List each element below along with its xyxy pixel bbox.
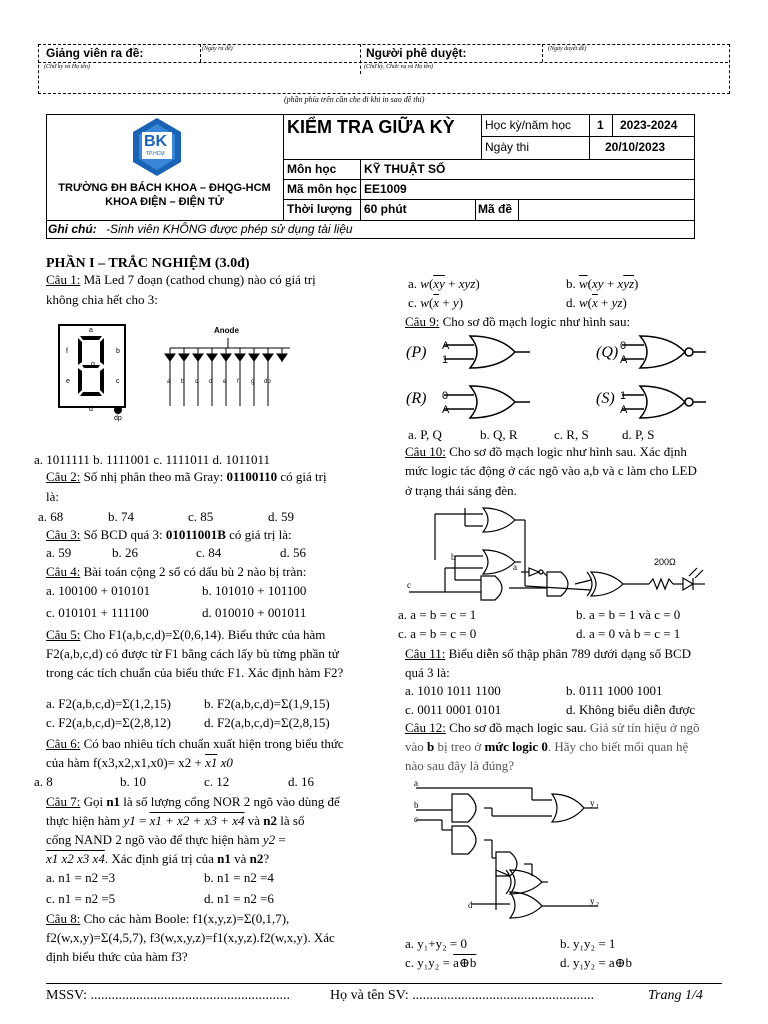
- q5-line1: Câu 5: Cho F1(a,b,c,d)=Σ(0,6,14). Biểu thức của hàm: [46, 627, 326, 642]
- q10-line3: ở trạng thái sáng đèn.: [405, 483, 517, 498]
- date-value: 20/10/2023: [605, 140, 666, 154]
- note-label: Ghi chú:: [48, 222, 97, 236]
- q5-answer-d: d. F2(a,b,c,d)=Σ(2,8,15): [204, 715, 330, 730]
- q2-answer-b: b. 74: [108, 509, 134, 524]
- q7-line1: Câu 7: Gọi n1 là số lượng cổng NOR 2 ngõ vào dùng để: [46, 794, 340, 809]
- led-d: d: [209, 379, 213, 385]
- semester-label: Học kỳ/năm học: [485, 118, 572, 132]
- q10-answer-a: a. a = b = c = 1: [398, 607, 477, 622]
- q7-answer-b: b. n1 = n2 =4: [204, 870, 274, 885]
- q8-line2: f2(w,x,y)=Σ(4,5,7), f3(w,x,y,z)=f1(x,y,z).f2(w,x,y). Xác: [46, 930, 335, 945]
- svg-text:2: 2: [596, 902, 599, 908]
- q5-answer-c: c. F2(a,b,c,d)=Σ(2,8,12): [46, 715, 172, 730]
- q7-answer-c: c. n1 = n2 =5: [46, 891, 116, 906]
- led-dp: dp: [264, 379, 271, 385]
- q10-line1: Câu 10: Cho sơ đồ mạch logic như hình sau. Xác định: [405, 444, 687, 459]
- lecturer-sign: (Chữ ký và Họ tên): [44, 64, 90, 70]
- q10-answer-d: d. a = 0 và b = c = 1: [576, 626, 681, 641]
- q5-line3: trong các tích chuẩn của biểu thức F1. Xác định hàm F2?: [46, 665, 344, 680]
- seg-f: f: [66, 348, 68, 355]
- led-g: g: [251, 379, 255, 385]
- q9-answer-c: c. R, S: [554, 427, 589, 442]
- logo-sub: TP.HCM: [146, 151, 165, 157]
- q3-answer-d: d. 56: [280, 545, 306, 560]
- svg-text:d: d: [468, 900, 473, 910]
- subject-label: Môn học: [287, 162, 337, 176]
- q7-line4: x1 x2 x3 x4. Xác định giá trị của n1 và n2?: [46, 851, 270, 866]
- q3-answer-b: b. 26: [112, 545, 138, 560]
- seg-g: g: [91, 361, 95, 368]
- svg-text:y: y: [590, 896, 595, 906]
- seg-dp: dp: [114, 415, 122, 422]
- date-label: Ngày thi: [485, 140, 530, 154]
- q6-line2: của hàm f(x3,x2,x1,x0)= x2 + x1 x0: [46, 755, 233, 770]
- led-f: f: [237, 379, 239, 385]
- svg-text:a: a: [513, 562, 517, 572]
- q8-answer-d: d. $w(\overline{x} + yz)$: [566, 295, 627, 310]
- q3-answer-a: a. 59: [46, 545, 72, 560]
- q6-answer-d: d. 16: [288, 774, 314, 789]
- led-a: a: [167, 379, 171, 385]
- q8-line1: Câu 8: Cho các hàm Boole: f1(x,y,z)=Σ(0,1,7),: [46, 911, 290, 926]
- q4-line1: Câu 4: Bài toán cộng 2 số có dấu bù 2 nào bị tràn:: [46, 564, 307, 579]
- q11-answer-a: a. 1010 1011 1100: [405, 683, 501, 698]
- seg-b: b: [116, 348, 120, 355]
- svg-text:A: A: [442, 340, 450, 352]
- q8-answer-a: a. $w(\overline{x}\overline{y} + xyz)$: [408, 276, 480, 291]
- seg-a: a: [89, 327, 93, 334]
- q5-answer-b: b. F2(a,b,c,d)=Σ(1,9,15): [204, 696, 330, 711]
- logo-text: BK: [144, 133, 168, 150]
- q7-answer-a: a. n1 = n2 =3: [46, 870, 116, 885]
- semester-value: 1: [597, 118, 604, 132]
- led-b: b: [181, 379, 185, 385]
- q3-answer-c: c. 84: [196, 545, 222, 560]
- led-c: c: [195, 379, 198, 385]
- q12-circuit-figure: [412, 780, 612, 920]
- svg-text:b: b: [451, 552, 456, 562]
- note-text: -Sinh viên KHÔNG được phép sử dụng tài liệu: [106, 222, 353, 236]
- svg-text:A: A: [620, 354, 628, 366]
- subject-value: KỸ THUẬT SỐ: [364, 162, 446, 176]
- q6-answer-b: b. 10: [120, 774, 146, 789]
- q11-answer-b: b. 0111 1000 1001: [566, 683, 663, 698]
- q9-answer-a: a. P, Q: [408, 427, 442, 442]
- q1-line2: không chia hết cho 3:: [46, 292, 158, 307]
- q8-line3: định biểu thức của hàm f3?: [46, 949, 188, 964]
- q9-gates-figure: [400, 330, 730, 426]
- q9-answer-d: d. P, S: [622, 427, 655, 442]
- svg-text:c: c: [407, 580, 411, 590]
- resistor-label: 200Ω: [654, 557, 676, 567]
- anode-led-array: [160, 326, 300, 406]
- q11-line2: quá 3 là:: [405, 665, 450, 680]
- svg-text:b: b: [414, 800, 419, 810]
- q1-line1: Câu 1: Mã Led 7 đoạn (cathod chung) nào có giá trị: [46, 272, 316, 287]
- svg-text:c: c: [414, 814, 418, 824]
- code-label: Mã môn học: [287, 182, 358, 196]
- footer-mssv: MSSV: .........................................................: [46, 988, 290, 1003]
- faculty-name: KHOA ĐIỆN – ĐIỆN TỬ: [105, 196, 224, 208]
- seven-segment-figure: [58, 324, 132, 424]
- svg-text:y: y: [590, 798, 595, 808]
- svg-text:A: A: [442, 404, 450, 416]
- q5-answer-a: a. F2(a,b,c,d)=Σ(1,2,15): [46, 696, 172, 711]
- exam-code-label: Mã đề: [478, 202, 513, 216]
- q10-answer-c: c. a = b = c = 0: [398, 626, 477, 641]
- gate-r-label: (R): [406, 390, 427, 407]
- q5-line2: F2(a,b,c,d) có được từ F1 bằng cách lấy bù từng phần tử: [46, 646, 339, 661]
- approver-date: (Ngày duyệt đề): [548, 46, 587, 52]
- gate-q-label: (Q): [596, 344, 619, 361]
- footer-page-number: Trang 1/4: [648, 988, 703, 1003]
- q6-answer-c: c. 12: [204, 774, 230, 789]
- approval-note: (phần phía trên cần che đi khi in sao đề thi): [284, 95, 425, 104]
- q8-answer-c: c. $w(\overline{x} + y)$: [408, 295, 464, 310]
- anode-label: Anode: [214, 326, 239, 335]
- svg-text:0: 0: [442, 390, 449, 402]
- q11-answer-c: c. 0011 0001 0101: [405, 702, 502, 717]
- q9-line1: Câu 9: Cho sơ đồ mạch logic như hình sau:: [405, 314, 631, 329]
- exam-title: KIỂM TRA GIỮA KỲ: [287, 117, 455, 137]
- footer-student-name: Họ và tên SV: ....................................................: [330, 988, 595, 1003]
- approver-sign: (Chữ ký, Chức vụ và Họ tên): [364, 64, 434, 70]
- q7-line2: thực hiện hàm y1 = x1 + x2 + x3 + x4 và n2 là số: [46, 813, 305, 828]
- seg-c: c: [116, 378, 120, 385]
- lecturer-label: Giảng viên ra đề:: [46, 46, 144, 60]
- q11-line1: Câu 11: Biểu diễn số thập phân 789 dưới dạng số BCD: [405, 646, 692, 661]
- led-array-icon: [160, 326, 300, 406]
- footer-rule: [46, 983, 722, 984]
- q10-line2: mức logic tác động ở các ngõ vào a,b và c làm cho LED: [405, 463, 697, 478]
- svg-text:0: 0: [620, 340, 627, 352]
- seg-d: d: [89, 406, 93, 413]
- q12-answer-d: d. y₁y₂ = a⊕b: [560, 955, 633, 970]
- svg-text:1: 1: [442, 354, 449, 366]
- q4-answer-a: a. 100100 + 010101: [46, 583, 151, 598]
- q12-answer-a: a. y₁+y₂ = 0: [405, 936, 467, 951]
- duration-value: 60 phút: [364, 202, 407, 216]
- q9-answer-b: b. Q, R: [480, 427, 518, 442]
- school-logo: [133, 118, 181, 176]
- q6-answer-a: a. 8: [34, 774, 53, 789]
- code-value: EE1009: [364, 182, 407, 196]
- gate-p-label: (P): [406, 344, 427, 361]
- q12-line3: nào sau đây là đúng?: [405, 758, 515, 773]
- q10-circuit-figure: [405, 500, 725, 605]
- q2-line2: là:: [46, 489, 59, 504]
- part-title: PHẦN I – TRẮC NGHIỆM (3.0đ): [46, 256, 250, 271]
- svg-text:1: 1: [596, 804, 599, 810]
- q2-answer-d: d. 59: [268, 509, 294, 524]
- q2-line1: Câu 2: Số nhị phân theo mã Gray: 01100110 có giá trị: [46, 469, 327, 484]
- q6-line1: Câu 6: Có bao nhiêu tích chuẩn xuất hiện trong biểu thức: [46, 736, 344, 751]
- q12-answer-c: c. y₁y₂ = a⊕b: [405, 955, 477, 970]
- lecturer-date: (Ngày ra đề): [202, 46, 233, 52]
- q11-answer-d: d. Không biểu diễn được: [566, 702, 696, 717]
- led-e: e: [223, 379, 227, 385]
- svg-text:A: A: [620, 404, 628, 416]
- q4-answer-b: b. 101010 + 101100: [202, 583, 307, 598]
- q2-answer-c: c. 85: [188, 509, 214, 524]
- q7-answer-d: d. n1 = n2 =6: [204, 891, 274, 906]
- seven-segment-icon: [58, 324, 132, 424]
- year-value: 2023-2024: [620, 118, 678, 132]
- approver-label: Người phê duyệt:: [366, 46, 467, 60]
- gate-s-label: (S): [596, 390, 615, 407]
- q8-answer-b: b. $\overline{w}(xy + x\overline{y}\overline{z})$: [566, 276, 639, 291]
- q12-answer-b: b. y₁y₂ = 1: [560, 936, 616, 951]
- q4-answer-d: d. 010010 + 001011: [202, 605, 307, 620]
- svg-text:1: 1: [620, 390, 627, 402]
- q10-answer-b: b. a = b = 1 và c = 0: [576, 607, 681, 622]
- duration-label: Thời lượng: [287, 202, 353, 216]
- q12-line2: vào b bị treo ở mức logic 0. Hãy cho biết mối quan hệ: [405, 739, 689, 754]
- school-name: TRƯỜNG ĐH BÁCH KHOA – ĐHQG-HCM: [58, 182, 271, 194]
- q1-answers: a. 1011111 b. 1111001 c. 1111011 d. 1011011: [34, 452, 271, 467]
- q3-line1: Câu 3: Số BCD quá 3: 01011001B có giá trị là:: [46, 527, 292, 542]
- q7-line3: cổng NAND 2 ngõ vào để thực hiện hàm y2 =: [46, 832, 286, 847]
- seg-e: e: [66, 378, 70, 385]
- svg-text:a: a: [414, 780, 418, 788]
- q12-line1: Câu 12: Cho sơ đồ mạch logic sau. Giả sử tín hiệu ở ngõ: [405, 720, 700, 735]
- q2-answer-a: a. 68: [38, 509, 64, 524]
- q4-answer-c: c. 010101 + 111100: [46, 605, 149, 620]
